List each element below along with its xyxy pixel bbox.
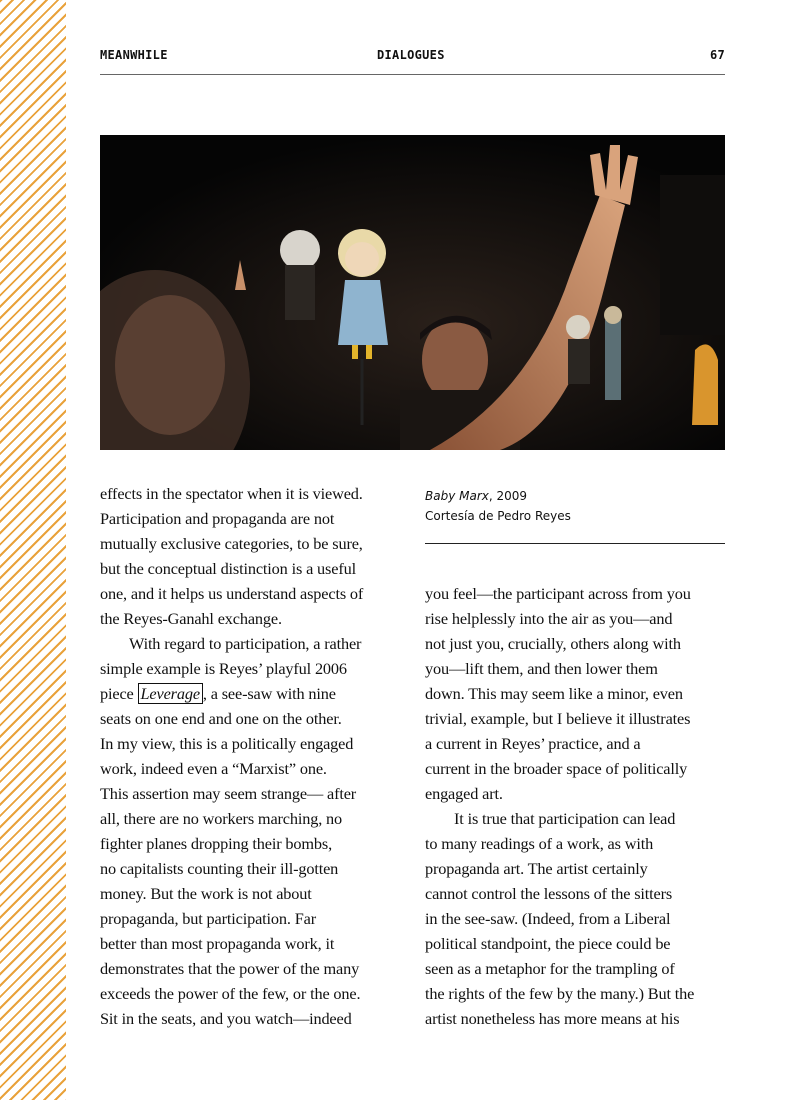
running-head-title: MEANWHILE [100,48,168,62]
page-number: 67 [709,48,725,62]
figure-caption [425,486,725,526]
text-line: trivial, example, but I believe it illustrates [425,709,691,728]
text-line: political standpoint, the piece could be [425,934,671,953]
text-line: one, and it helps us understand aspects of [100,584,364,603]
text-line: not just you, crucially, others along with [425,634,681,653]
right-text-column [425,581,730,1031]
text-line: Participation and propaganda are not [100,509,335,528]
text-line: engaged art. [425,784,503,803]
artwork-title: Baby Marx [425,489,489,503]
text-line: exceeds the power of the few, or the one. [100,984,361,1003]
artwork-year: , 2009 [488,489,528,503]
text-line: cannot control the lessons of the sitters [425,884,673,903]
text-line: down. This may seem like a minor, even [425,684,683,703]
text-line: a current in Reyes’ practice, and a [425,734,641,753]
text-line: money. But the work is not about [100,884,312,903]
text-line [100,681,400,706]
header-rule [100,74,725,75]
text-line: current in the broader space of politically [425,759,688,778]
text-line: no capitalists counting their ill-gotten [100,859,339,878]
text-line: propaganda art. The artist certainly [425,859,648,878]
text-line: This assertion may seem strange— after [100,784,357,803]
text-line: in the see-saw. (Indeed, from a Liberal [425,909,671,928]
text-line: artist nonetheless has more means at his [425,1009,680,1028]
text-line: rise helplessly into the air as you—and [425,609,673,628]
text-line: simple example is Reyes’ playful 2006 [100,659,347,678]
text-line: seen as a metaphor for the trampling of [425,959,675,978]
text-line: to many readings of a work, as with [425,834,654,853]
text-line: work, indeed even a “Marxist” one. [100,759,327,778]
caption-rule [425,543,725,544]
left-text-column [100,481,400,1031]
text-line: effects in the spectator when it is viewed. [100,484,363,503]
text-line: all, there are no workers marching, no [100,809,343,828]
caption-title-line [425,486,725,506]
text-line: mutually exclusive categories, to be sure, [100,534,363,553]
text-line: With regard to participation, a rather [129,634,362,653]
text-segment: , a see-saw with nine [202,684,336,703]
text-line: demonstrates that the power of the many [100,959,360,978]
text-segment: piece [100,684,138,703]
text-line: but the conceptual distinction is a useful [100,559,356,578]
decorative-stripe-margin [0,0,66,1100]
running-head [100,48,725,66]
text-line: you—lift them, and then lower them [425,659,658,678]
text-line: seats on one end and one on the other. [100,709,342,728]
text-line: you feel—the participant across from you [425,584,691,603]
text-line: fighter planes dropping their bombs, [100,834,332,853]
figure-photo [100,135,725,450]
caption-credit: Cortesía de Pedro Reyes [425,509,571,523]
running-head-section: DIALOGUES [377,48,445,62]
text-line: propaganda, but participation. Far [100,909,316,928]
text-line: In my view, this is a politically engaged [100,734,354,753]
text-line: better than most propaganda work, it [100,934,335,953]
text-line: the Reyes-Ganahl exchange. [100,609,282,628]
text-line: It is true that participation can lead [454,809,676,828]
leverage-link[interactable]: Leverage [138,683,203,704]
text-line: the rights of the few by the many.) But the [425,984,695,1003]
text-line: Sit in the seats, and you watch—indeed [100,1009,352,1028]
